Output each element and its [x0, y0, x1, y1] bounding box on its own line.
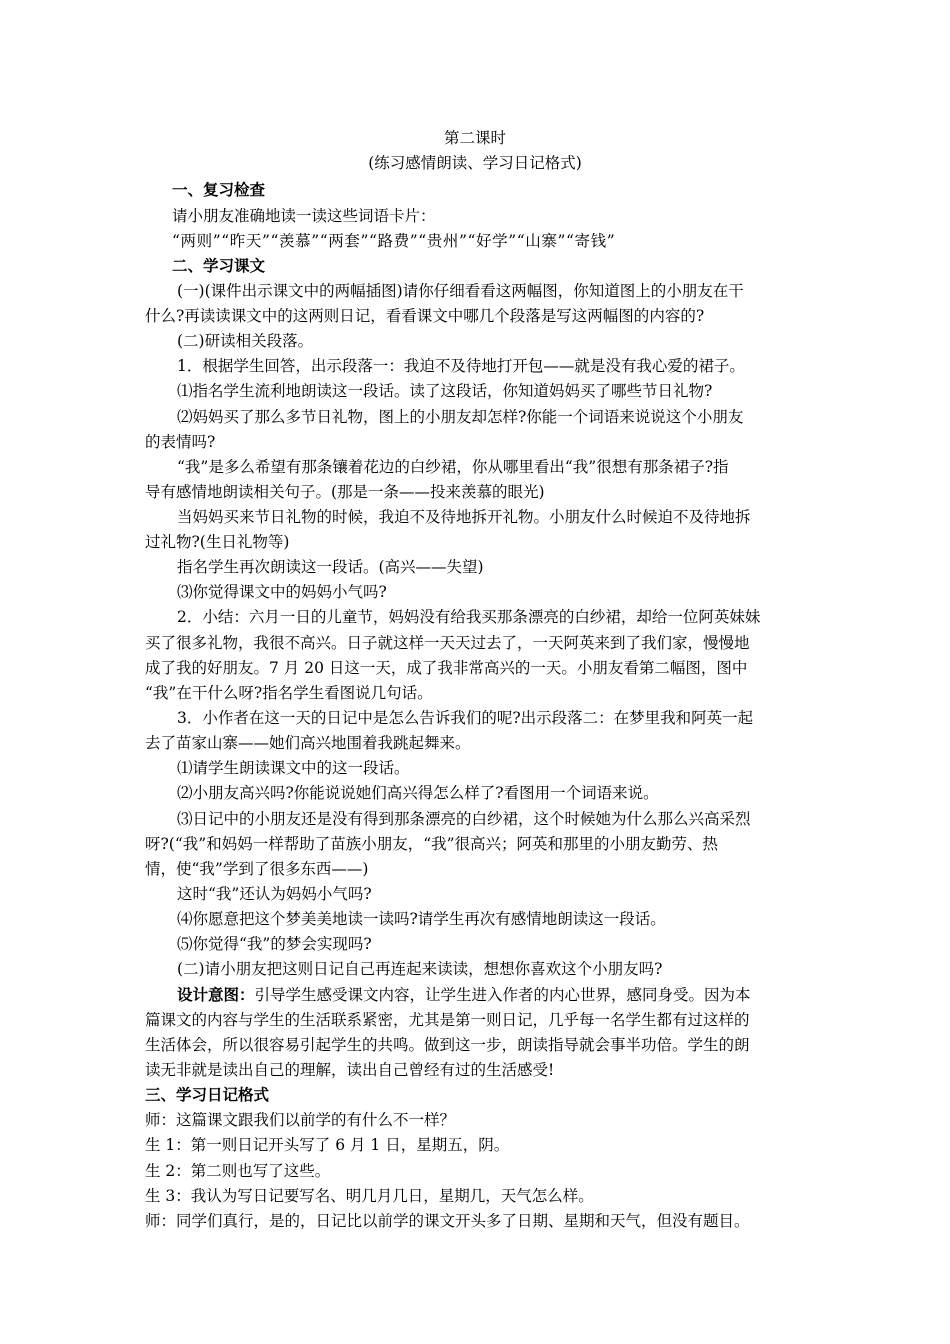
paragraph: “我”是多么希望有那条镶着花边的白纱裙，你从哪里看出“我”很想有那条裙子?指 — [177, 458, 729, 476]
paragraph: 1．根据学生回答，出示段落一：我迫不及待地打开包——就是没有我心爱的裙子。 — [177, 357, 745, 375]
paragraph: 2．小结：六月一日的儿童节，妈妈没有给我买那条漂亮的白纱裙，却给一位阿英妹妹 — [177, 608, 761, 626]
paragraph: 这时“我”还认为妈妈小气吗? — [177, 885, 372, 903]
paragraph: ⑶你觉得课文中的妈妈小气吗? — [177, 583, 387, 601]
dialogue-line: 师：同学们真行，是的，日记比以前学的课文开头多了日期、星期和天气，但没有题目。 — [145, 1212, 750, 1230]
paragraph: 请小朋友准确地读一读这些词语卡片： — [172, 207, 436, 225]
paragraph: ⑴指名学生流利地朗读这一段话。读了这段话，你知道妈妈买了哪些节日礼物? — [177, 382, 713, 400]
paragraph: ⑷你愿意把这个梦美美地读一读吗?请学生再次有感情地朗读这一段话。 — [177, 910, 666, 928]
paragraph: 买了很多礼物，我很不高兴。日子就这样一天天过去了，一天阿英来到了我们家，慢慢地 — [145, 634, 750, 652]
dialogue-line: 生 3：我认为写日记要写名、明几月几日，星期几，天气怎么样。 — [145, 1187, 594, 1205]
paragraph: ⑵小朋友高兴吗?你能说说她们高兴得怎么样了?看图用一个词语来说。 — [177, 784, 659, 802]
paragraph: 什么?再读读课文中的这两则日记，看看课文中哪几个段落是写这两幅图的内容的? — [145, 307, 705, 325]
paragraph: ⑶日记中的小朋友还是没有得到那条漂亮的白纱裙，这个时候她为什么那么兴高采烈 — [177, 810, 751, 828]
paragraph: ⑸你觉得“我”的梦会实现吗? — [177, 935, 372, 953]
paragraph: 生活体会，所以很容易引起学生的共鸣。做到这一步，朗读指导就会事半功倍。学生的朗 — [145, 1036, 750, 1054]
paragraph: (二)研读相关段落。 — [177, 332, 314, 350]
paragraph: 读无非就是读出自己的理解，读出自己曾经有过的生活感受! — [145, 1061, 555, 1079]
paragraph: 成了我的好朋友。7 月 20 日这一天，成了我非常高兴的一天。小朋友看第二幅图，图中 — [145, 659, 748, 677]
paragraph: 过礼物?(生日礼物等) — [145, 533, 290, 551]
paragraph: 导有感情地朗读相关句子。(那是一条——投来羡慕的眼光) — [145, 483, 545, 501]
paragraph: ⑴请学生朗读课文中的这一段话。 — [177, 759, 410, 777]
paragraph: 指名学生再次朗读这一段话。(高兴——失望) — [177, 558, 484, 576]
design-intent-line — [177, 985, 751, 1005]
section-heading-diary-format: 三、学习日记格式 — [145, 1086, 270, 1104]
paragraph: (一)(课件出示课文中的两幅插图)请你仔细看看这两幅图，你知道图上的小朋友在干 — [177, 282, 744, 300]
paragraph: (二)请小朋友把这则日记自己再连起来读读，想想你喜欢这个小朋友吗? — [177, 960, 663, 978]
word-cards: “两则”“昨天”“羡慕”“两套”“路费”“贵州”“好学”“山寨”“寄钱” — [172, 232, 616, 250]
section-heading-review: 一、复习检查 — [172, 181, 266, 199]
page-title: 第二课时 — [443, 129, 506, 147]
paragraph: 呀?(“我”和妈妈一样帮助了苗族小朋友，“我”很高兴；阿英和那里的小朋友勤劳、热 — [145, 835, 719, 853]
dialogue-line: 师：这篇课文跟我们以前学的有什么不一样？ — [145, 1111, 456, 1129]
design-intent-text: 引导学生感受课文内容，让学生进入作者的内心世界，感同身受。因为本 — [254, 986, 751, 1004]
dialogue-line: 生 1：第一则日记开头写了 6 月 1 日，星期五，阴。 — [145, 1136, 510, 1154]
paragraph: ⑵妈妈买了那么多节日礼物，图上的小朋友却怎样?你能一个词语来说说这个小朋友 — [177, 408, 744, 426]
paragraph: “我”在干什么呀?指名学生看图说几句话。 — [145, 684, 433, 702]
paragraph: 去了苗家山寨——她们高兴地围着我跳起舞来。 — [145, 734, 471, 752]
section-heading-study: 二、学习课文 — [172, 257, 266, 275]
paragraph: 当妈妈买来节日礼物的时候，我迫不及待地拆开礼物。小朋友什么时候迫不及待地拆 — [177, 508, 751, 526]
paragraph: 篇课文的内容与学生的生活联系紧密，尤其是第一则日记，几乎每一名学生都有过这样的 — [145, 1011, 750, 1029]
design-intent-label: 设计意图： — [177, 986, 255, 1004]
paragraph: 的表情吗? — [145, 433, 216, 451]
dialogue-line: 生 2：第二则也写了这些。 — [145, 1162, 331, 1180]
paragraph: 情，使“我”学到了很多东西——) — [145, 860, 369, 878]
page-subtitle: (练习感情朗读、学习日记格式) — [368, 154, 582, 172]
paragraph: 3．小作者在这一天的日记中是怎么告诉我们的呢?出示段落二：在梦里我和阿英一起 — [177, 709, 754, 727]
